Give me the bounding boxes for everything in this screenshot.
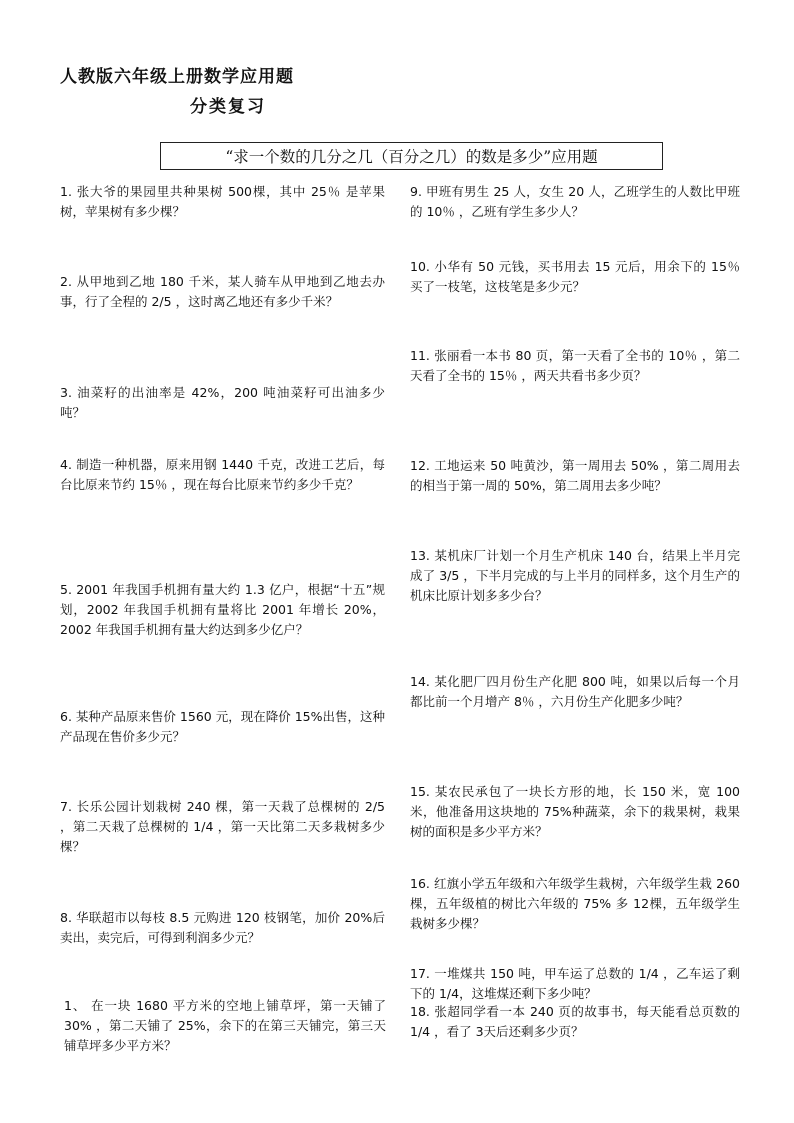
document-title: 人教版六年级上册数学应用题 [60, 67, 294, 87]
question-1: 1. 张大爷的果园里共种果树 500棵，其中 25％ 是苹果树，苹果树有多少棵？ [60, 184, 385, 219]
question-12: 12. 工地运来 50 吨黄沙，第一周用去 50% ，第二周用去的相当于第一周的 50%，第二周用去多少吨？ [410, 458, 740, 493]
question-3: 3. 油菜籽的出油率是 42%，200 吨油菜籽可出油多少吨？ [60, 385, 385, 420]
question-extra-1: 1、 在一块 1680 平方米的空地上铺草坪，第一天铺了 30% ，第二天铺了 25%，余下的在第三天铺完，第三天铺草坪多少平方米？ [64, 998, 386, 1053]
question-6: 6. 某种产品原来售价 1560 元，现在降价 15%出售，这种产品现在售价多少元？ [60, 709, 385, 744]
question-4: 4. 制造一种机器，原来用钢 1440 千克，改进工艺后，每台比原来节约 15％ ，现在每台比原来节约多少千克？ [60, 457, 385, 492]
question-9: 9. 甲班有男生 25 人，女生 20 人，乙班学生的人数比甲班的 10％ ，乙班有学生多少人？ [410, 184, 740, 219]
question-16: 16. 红旗小学五年级和六年级学生栽树，六年级学生栽 260 棵，五年级植的树比六年级的 75% 多 12棵，五年级学生栽树多少棵？ [410, 876, 740, 931]
question-10: 10. 小华有 50 元钱，买书用去 15 元后，用余下的 15％ 买了一枝笔，这枝笔是多少元？ [410, 259, 740, 294]
question-13: 13. 某机床厂计划一个月生产机床 140 台，结果上半月完成了 3/5 ，下半月完成的与上半月的同样多，这个月生产的机床比原计划多多少台？ [410, 548, 740, 603]
question-17: 17. 一堆煤共 150 吨，甲车运了总数的 1/4 ，乙车运了剩下的 1/4，这堆煤还剩下多少吨？ [410, 966, 740, 1001]
question-7: 7. 长乐公园计划栽树 240 棵，第一天栽了总棵树的 2/5 ，第二天栽了总棵树的 1/4 ，第一天比第二天多栽树多少棵？ [60, 799, 385, 854]
question-8: 8. 华联超市以每枝 8.5 元购进 120 枝钢笔，加价 20%后卖出，卖完后，可得到利润多少元？ [60, 910, 385, 945]
question-14: 14. 某化肥厂四月份生产化肥 800 吨，如果以后每一个月都比前一个月增产 8％ ，六月份生产化肥多少吨？ [410, 674, 740, 709]
question-2: 2. 从甲地到乙地 180 千米，某人骑车从甲地到乙地去办事，行了全程的 2/5 ，这时离乙地还有多少千米？ [60, 274, 385, 309]
question-15: 15. 某农民承包了一块长方形的地，长 150 米，宽 100 米，他准备用这块地的 75%种蔬菜，余下的栽果树，栽果树的面积是多少平方米？ [410, 784, 740, 839]
document-subtitle: 分类复习 [190, 97, 266, 117]
question-11: 11. 张丽看一本书 80 页，第一天看了全书的 10％ ，第二天看了全书的 15％ ，两天共看书多少页？ [410, 348, 740, 383]
question-5: 5. 2001 年我国手机拥有量大约 1.3 亿户，根据“十五”规划，2002 年我国手机拥有量将比 2001 年增长 20%，2002 年我国手机拥有量大约达到多少亿户？ [60, 582, 385, 637]
topic-heading: “求一个数的几分之几（百分之几）的数是多少”应用题 [160, 142, 663, 170]
question-18: 18. 张超同学看一本 240 页的故事书，每天能看总页数的 1/4 ，看了 3天后还剩多少页？ [410, 1004, 740, 1039]
